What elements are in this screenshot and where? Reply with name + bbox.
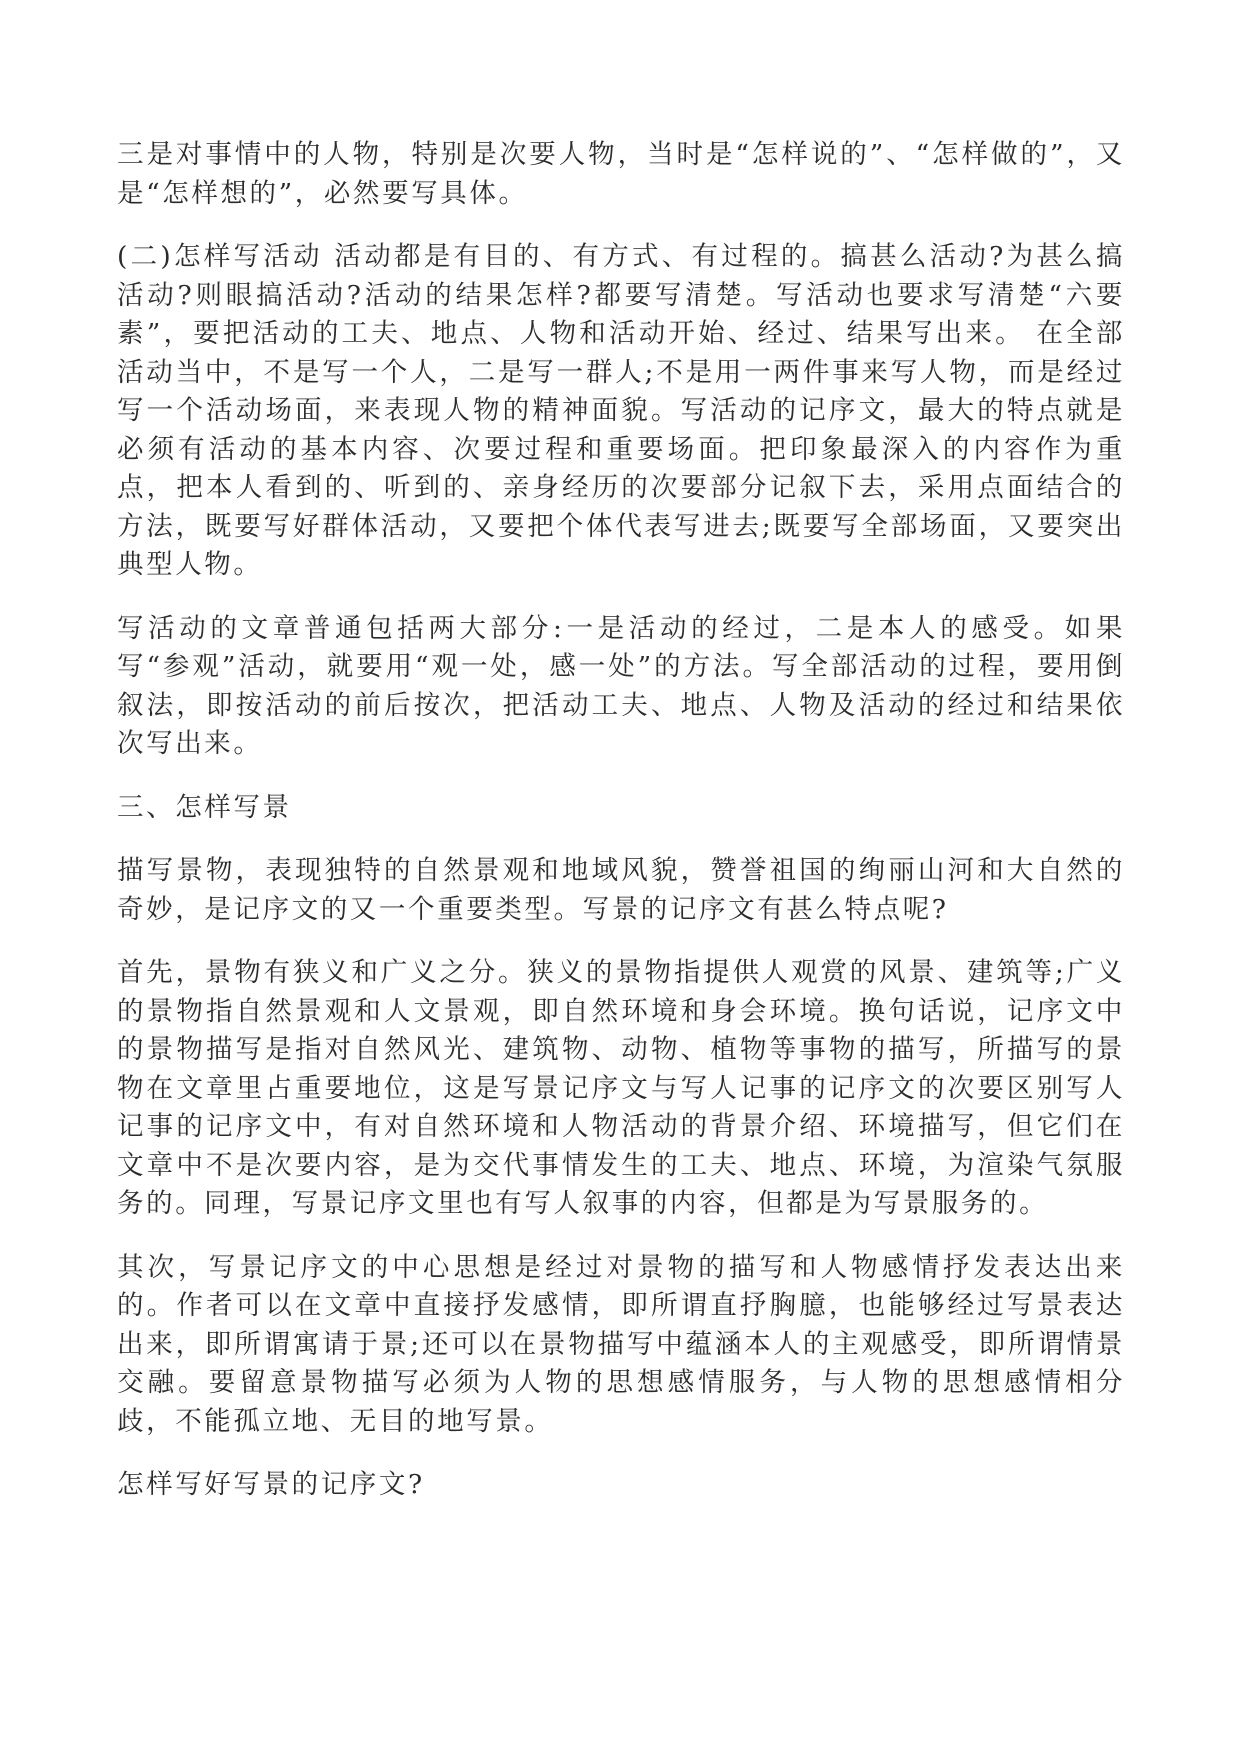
section-heading-scenery: 三、怎样写景 [117, 791, 292, 823]
paragraph-scenery-intro: 描写景物，表现独特的自然景观和地域风貌，赞誉祖国的绚丽山河和大自然的奇妙，是记序文的又一个重要类型。写景的记序文有甚么特点呢? [117, 855, 1125, 925]
paragraph-characters-detail: 三是对事情中的人物，特别是次要人物，当时是“怎样说的”、“怎样做的”，又是“怎样想的”，必然要写具体。 [117, 139, 1125, 209]
paragraph-closing-question: 怎样写好写景的记序文? [117, 1469, 425, 1500]
paragraph-how-to-write-activities: (二)怎样写活动 活动都是有目的、有方式、有过程的。搞甚么活动?为甚么搞活动?则眼搞活动?活动的结果怎样?都要写清楚。写活动也要求写清楚“六要素”，要把活动的工夫、地点、人物和活动开始、经过、结果写出来。 在全部活动当中，不是写一个人，二是写一群人;不是用一两件事来写人物，而是经过写一个活动场面，来表现人物的精神面貌。写活动的记序文，最大的特点就是必须有活动的基本内容、次要过程和重要场面。把印象最深入的内容作为重点，把本人看到的、听到的、亲身经历的次要部分记叙下去，采用点面结合的方法，既要写好群体活动，又要把个体代表写进去;既要写全部场面，又要突出典型人物。 [117, 241, 1125, 580]
document-body [117, 136, 1125, 1530]
paragraph-activity-structure: 写活动的文章普通包括两大部分:一是活动的经过，二是本人的感受。如果写“参观”活动，就要用“观一处，感一处”的方法。写全部活动的过程，要用倒叙法，即按活动的前后按次，把活动工夫、地点、人物及活动的经过和结果依次写出来。 [117, 612, 1125, 759]
paragraph-scenery-first-point: 首先，景物有狭义和广义之分。狭义的景物指提供人观赏的风景、建筑等;广义的景物指自然景观和人文景观，即自然环境和身会环境。换句话说，记序文中的景物描写是指对自然风光、建筑物、动物、植物等事物的描写，所描写的景物在文章里占重要地位，这是写景记序文与写人记事的记序文的次要区别写人记事的记序文中，有对自然环境和人物活动的背景介绍、环境描写，但它们在文章中不是次要内容，是为交代事情发生的工夫、地点、环境，为渲染气氛服务的。同理，写景记序文里也有写人叙事的内容，但都是为写景服务的。 [117, 957, 1125, 1219]
paragraph-scenery-second-point: 其次，写景记序文的中心思想是经过对景物的描写和人物感情抒发表达出来的。作者可以在文章中直接抒发感情，即所谓直抒胸臆，也能够经过写景表达出来，即所谓寓请于景;还可以在景物描写中蕴涵本人的主观感受，即所谓情景交融。要留意景物描写必须为人物的思想感情服务，与人物的思想感情相分歧，不能孤立地、无目的地写景。 [117, 1251, 1125, 1437]
